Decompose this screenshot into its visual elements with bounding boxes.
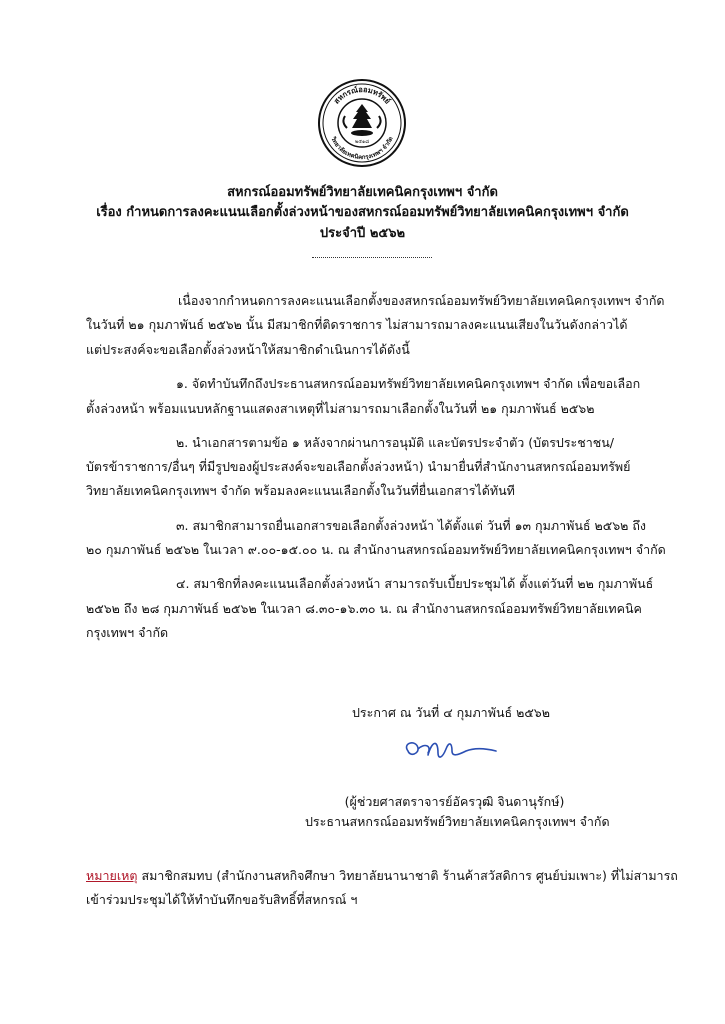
- item-1-line-1: ๑. จัดทำบันทึกถึงประธานสหกรณ์ออมทรัพย์วิทยาลัยเทคนิคกรุงเทพฯ จำกัด เพื่อขอเลือก: [176, 376, 641, 391]
- subject-title: เรื่อง กำหนดการลงคะแนนเลือกตั้งล่วงหน้าของสหกรณ์ออมทรัพย์วิทยาลัยเทคนิคกรุงเทพฯ จำกัด: [96, 205, 629, 220]
- signature-scribble-icon: [398, 733, 508, 765]
- item-4-line-1: ๔. สมาชิกที่ลงคะแนนเลือกตั้งล่วงหน้า สามารถรับเบี้ยประชุมได้ ตั้งแต่วันที่ ๒๒ กุมภาพันธ์: [176, 576, 654, 591]
- signatory-title: ประธานสหกรณ์ออมทรัพย์วิทยาลัยเทคนิคกรุงเทพฯ จำกัด: [305, 814, 610, 829]
- cooperative-seal-icon: [317, 78, 407, 168]
- note-line-2: เข้าร่วมประชุมได้ให้ทำบันทึกขอรับสิทธิ์ที่สหกรณ์ ฯ: [86, 892, 358, 907]
- intro-line-3: แต่ประสงค์จะขอเลือกตั้งล่วงหน้าให้สมาชิกดำเนินการได้ดังนี้: [86, 342, 410, 357]
- item-1-line-2: ตั้งล่วงหน้า พร้อมแนบหลักฐานแสดงสาเหตุที่ไม่สามารถมาเลือกตั้งในวันที่ ๒๑ กุมภาพันธ์ ๒๕๖๒: [86, 401, 595, 416]
- seal-year: ๒๕๑๘: [354, 139, 370, 145]
- announcement-date: ประกาศ ณ วันที่ ๔ กุมภาพันธ์ ๒๕๖๒: [352, 705, 550, 720]
- item-4-line-2: ๒๕๖๒ ถึง ๒๘ กุมภาพันธ์ ๒๕๖๒ ในเวลา ๘.๓๐-๑๖.๓๐ น. ณ สำนักงานสหกรณ์ออมทรัพย์วิทยาลัยเทคนิค: [86, 601, 642, 616]
- item-2-line-1: ๒. นำเอกสารตามข้อ ๑ หลังจากผ่านการอนุมัติ และบัตรประจำตัว (บัตรประชาชน/: [176, 435, 615, 450]
- org-title: สหกรณ์ออมทรัพย์วิทยาลัยเทคนิคกรุงเทพฯ จำกัด: [227, 185, 498, 200]
- signatory-name: (ผู้ช่วยศาสตราจารย์อัครวุฒิ จินดานุรักษ์): [344, 794, 565, 809]
- item-3-line-2: ๒๐ กุมภาพันธ์ ๒๕๖๒ ในเวลา ๙.๐๐-๑๕.๐๐ น. ณ สำนักงานสหกรณ์ออมทรัพย์วิทยาลัยเทคนิคกรุงเทพฯ จำกัด: [86, 542, 666, 557]
- note-line-1: [86, 866, 678, 886]
- intro-line-2: ในวันที่ ๒๑ กุมภาพันธ์ ๒๕๖๒ นั้น มีสมาชิกที่ติดราชการ ไม่สามารถมาลงคะแนนเสียงในวันดังกล่าวได้: [86, 317, 628, 332]
- year-title: ประจำปี ๒๕๖๒: [319, 226, 406, 241]
- item-4-line-3: กรุงเทพฯ จำกัด: [86, 625, 169, 640]
- item-2-line-3: วิทยาลัยเทคนิคกรุงเทพฯ จำกัด พร้อมลงคะแนนเลือกตั้งในวันที่ยื่นเอกสารได้ทันที: [86, 483, 515, 498]
- note-label: หมายเหตุ: [86, 868, 138, 883]
- item-2-line-2: บัตรข้าราชการ/อื่นๆ ที่มีรูปของผู้ประสงค์จะขอเลือกตั้งล่วงหน้า) นำมายื่นที่สำนักงานสหกรณ์ออมทรัพย์: [86, 459, 631, 474]
- item-3-line-1: ๓. สมาชิกสามารถยื่นเอกสารขอเลือกตั้งล่วงหน้า ได้ตั้งแต่ วันที่ ๑๓ กุมภาพันธ์ ๒๕๖๒ ถึง: [176, 518, 647, 533]
- seal-bottom-text: วิทยาลัยเทคนิคกรุงเทพฯ จำกัด: [329, 135, 395, 162]
- seal-top-text: สหกรณ์ออมทรัพย์: [331, 84, 393, 106]
- header-divider: [312, 257, 432, 258]
- intro-line-1: เนื่องจากกำหนดการลงคะแนนเลือกตั้งของสหกรณ์ออมทรัพย์วิทยาลัยเทคนิคกรุงเทพฯ จำกัด: [178, 293, 665, 308]
- signatory-name-row: [0, 792, 725, 812]
- svg-text:สหกรณ์ออมทรัพย์: [332, 85, 392, 106]
- note-text-1: สมาชิกสมทบ (สำนักงานสหกิจศึกษา วิทยาลัยนานาชาติ ร้านค้าสวัสดิการ ศูนย์บ่มเพาะ) ที่ไม่สามารถ: [141, 868, 678, 883]
